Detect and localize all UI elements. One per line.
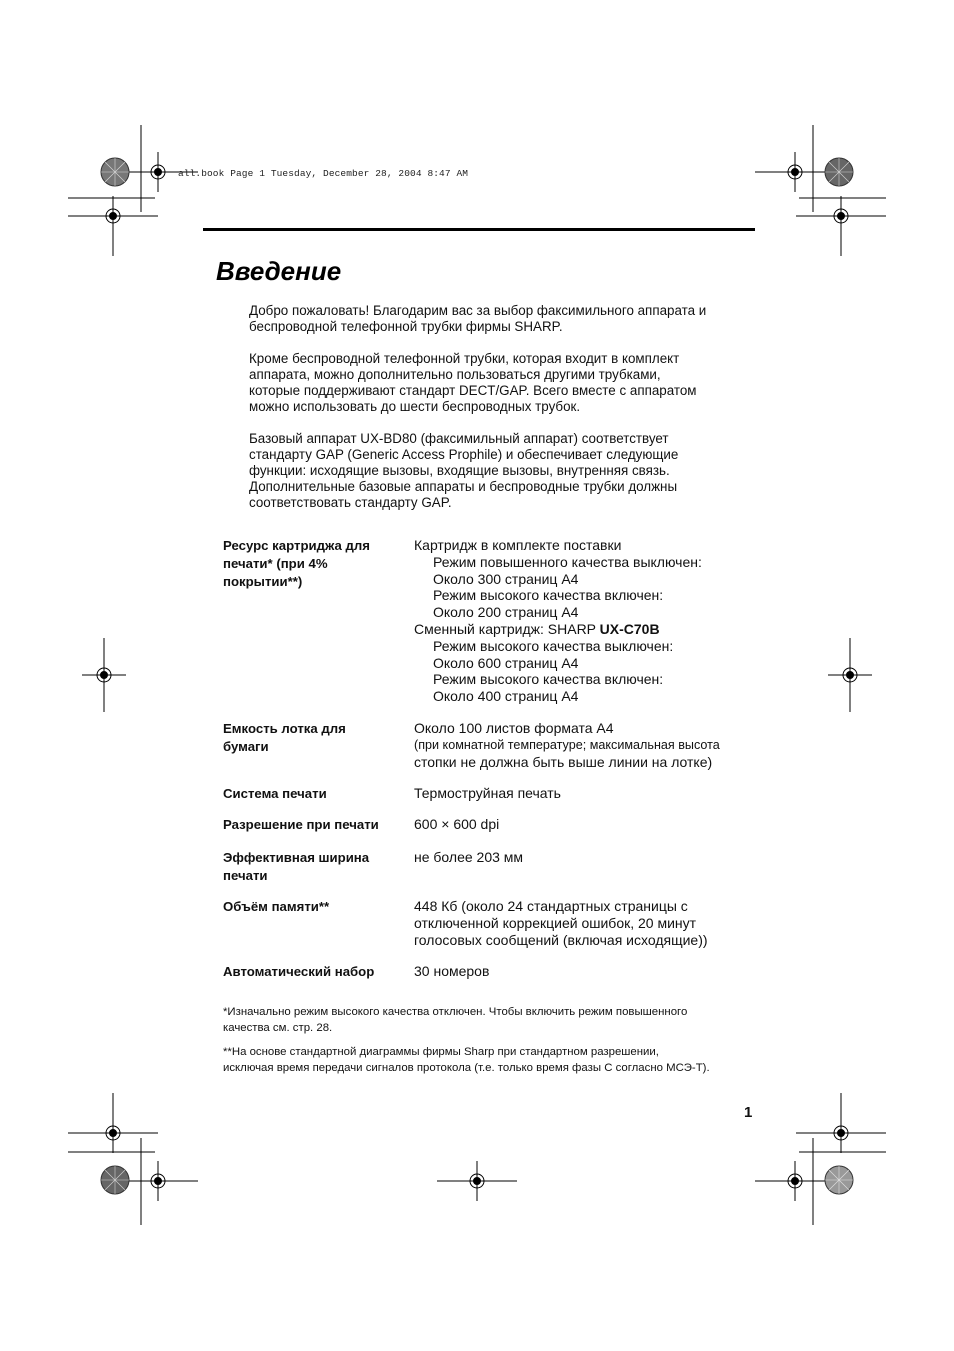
- title-rule: [203, 228, 755, 231]
- text-line: можно использовать до шести беспроводных трубок.: [249, 399, 581, 414]
- spec-value-tray: [414, 720, 774, 770]
- text-line: покрытии**): [223, 574, 303, 589]
- text-line: бумаги: [223, 739, 269, 754]
- text-line: Около 400 страниц A4: [433, 688, 579, 705]
- text-line: стопки не должна быть выше линии на лотке): [414, 753, 713, 770]
- text-line: функции: исходящие вызовы, входящие вызовы, внутренняя связь.: [249, 463, 670, 478]
- spec-value-resolution: 600 × 600 dpi: [414, 816, 500, 832]
- text-line: Около 300 страниц A4: [433, 570, 579, 587]
- spec-value-system: Термоструйная печать: [414, 785, 561, 801]
- spec-value-cartridge: [414, 537, 774, 705]
- text-line: исключая время передачи сигналов протокола (т.е. только время фазы С согласно МСЭ-Т).: [223, 1062, 710, 1074]
- text-line: Режим высокого качества выключен:: [433, 637, 674, 654]
- text-line: Около 200 страниц A4: [433, 604, 579, 621]
- spec-label-tray: [223, 720, 411, 756]
- spec-label-resolution: Разрешение при печати: [223, 817, 379, 832]
- text-line: печати* (при 4%: [223, 556, 328, 571]
- spec-value-autodial: 30 номеров: [414, 963, 490, 979]
- spec-label-autodial: Автоматический набор: [223, 964, 375, 979]
- footnote-1: [223, 1004, 763, 1036]
- text-line: Режим повышенного качества выключен:: [433, 553, 702, 570]
- text-line: стандарту GAP (Generic Access Prophile) и обеспечивает следующие: [249, 447, 679, 462]
- intro-paragraph-1: [249, 303, 769, 335]
- intro-paragraph-2: [249, 351, 769, 415]
- text-line: качества см. стр. 28.: [223, 1022, 333, 1034]
- footnote-2: [223, 1044, 763, 1076]
- text-line: Дополнительные базовые аппараты и беспроводные трубки должны: [249, 479, 678, 494]
- spec-label-cartridge: [223, 537, 411, 591]
- intro-paragraph-3: [249, 431, 769, 511]
- spec-label-width: [223, 849, 411, 885]
- text-line: голосовых сообщений (включая исходящие)): [414, 931, 708, 948]
- text-line: аппарата, можно дополнительно пользоваться другими трубками,: [249, 367, 661, 382]
- text-line: Емкость лотка для: [223, 721, 346, 736]
- text-line: отключенной коррекцией ошибок, 20 минут: [414, 914, 697, 931]
- page-number: 1: [744, 1104, 753, 1121]
- text-line: которые поддерживают стандарт DECT/GAP. Всего вместе с аппаратом: [249, 383, 697, 398]
- text-line: Около 600 страниц A4: [433, 654, 579, 671]
- text-line: Картридж в комплекте поставки: [414, 537, 622, 553]
- text-line: 448 Кб (около 24 стандартных страницы с: [414, 898, 688, 914]
- text-line: Режим высокого качества включен:: [433, 587, 664, 604]
- spec-value-memory: [414, 898, 774, 948]
- print-stamp: all.book Page 1 Tuesday, December 28, 2004 8:47 AM: [178, 168, 469, 179]
- text-line: **На основе стандартной диаграммы фирмы Sharp при стандартном разрешении,: [223, 1046, 659, 1058]
- text-line: Базовый аппарат UX-BD80 (факсимильный аппарат) соответствует: [249, 431, 669, 446]
- page-title: Введение: [216, 256, 342, 286]
- text-line: (при комнатной температуре; максимальная высота: [414, 737, 720, 752]
- text-line: Эффективная ширина: [223, 850, 370, 865]
- text-span: Сменный картридж: SHARP: [414, 620, 600, 637]
- spec-label-system: Система печати: [223, 786, 327, 801]
- spec-value-width: не более 203 мм: [414, 849, 524, 865]
- replacement-cartridge-line: [414, 621, 774, 638]
- text-line: печати: [223, 868, 268, 883]
- text-line: Режим высокого качества включен:: [433, 671, 664, 688]
- text-line: Кроме беспроводной телефонной трубки, которая входит в комплект: [249, 351, 680, 366]
- spec-label-memory: Объём памяти**: [223, 899, 330, 914]
- text-line: *Изначально режим высокого качества отключен. Чтобы включить режим повышенного: [223, 1006, 688, 1018]
- text-line: беспроводной телефонной трубки фирмы SHARP.: [249, 319, 563, 334]
- text-line: Около 100 листов формата A4: [414, 720, 614, 736]
- text-line: Добро пожаловать! Благодарим вас за выбор факсимильного аппарата и: [249, 303, 707, 318]
- text-line: соответствовать стандарту GAP.: [249, 495, 452, 510]
- cartridge-model: UX-C70B: [599, 620, 660, 637]
- text-line: Ресурс картриджа для: [223, 538, 370, 553]
